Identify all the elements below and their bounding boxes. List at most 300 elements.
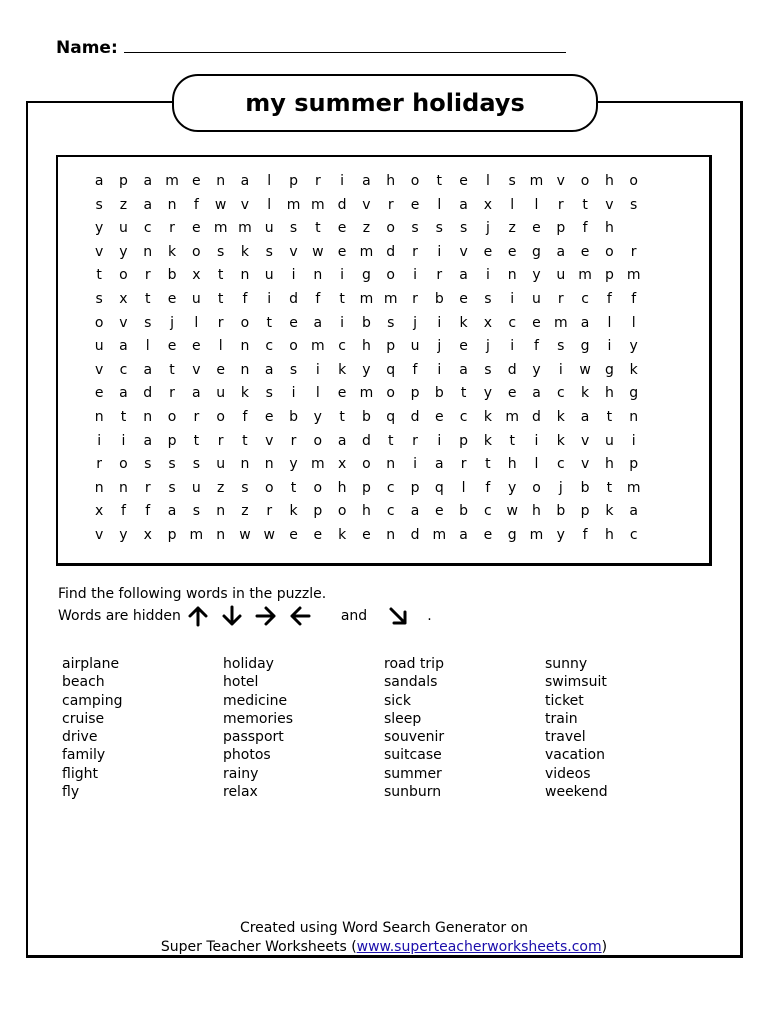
puzzle-letter: t <box>436 173 443 189</box>
puzzle-letter: s <box>435 220 443 237</box>
puzzle-letter: l <box>461 479 466 496</box>
puzzle-letter: s <box>630 196 638 213</box>
puzzle-letter: t <box>120 408 127 425</box>
puzzle-letter: c <box>119 361 128 378</box>
puzzle-letter: j <box>558 479 563 496</box>
puzzle-letter: u <box>264 220 274 237</box>
puzzle-letter: d <box>361 432 371 449</box>
puzzle-letter <box>670 194 694 218</box>
puzzle-letter: a <box>143 432 153 449</box>
puzzle-letter <box>670 359 694 383</box>
puzzle-letter: e <box>459 290 468 307</box>
puzzle-letter: e <box>507 385 517 402</box>
instruction-hidden-text: Words are hidden <box>58 608 181 624</box>
puzzle-letter: o <box>532 479 541 496</box>
puzzle-letter: s <box>484 361 492 378</box>
word-list-column-4 <box>545 655 608 801</box>
puzzle-letter: n <box>94 408 104 425</box>
puzzle-letter: i <box>510 338 515 355</box>
puzzle-letter: f <box>534 338 539 355</box>
puzzle-letter: e <box>532 314 541 331</box>
puzzle-letter: t <box>290 479 297 496</box>
word-list-column-2 <box>223 655 293 801</box>
puzzle-letter: e <box>362 526 371 543</box>
puzzle-letter: e <box>337 243 347 260</box>
puzzle-letter: k <box>338 526 347 543</box>
puzzle-letter: o <box>313 479 323 496</box>
puzzle-letter: p <box>410 385 420 402</box>
puzzle-letter: a <box>435 456 444 473</box>
name-blank-line[interactable] <box>124 38 566 53</box>
puzzle-letter: k <box>556 432 565 449</box>
puzzle-letter: a <box>459 526 468 543</box>
word-list-item: airplane <box>62 656 120 672</box>
puzzle-letter: x <box>192 267 201 284</box>
puzzle-letter <box>646 170 670 194</box>
puzzle-letter: n <box>386 456 396 473</box>
word-list-item: camping <box>62 692 123 709</box>
puzzle-letter: h <box>604 220 614 237</box>
puzzle-letter: t <box>169 361 175 378</box>
puzzle-letter: k <box>629 361 638 378</box>
puzzle-letter: y <box>119 243 128 260</box>
word-list-item: fly <box>62 784 80 801</box>
word-list-item: sandals <box>384 674 438 691</box>
puzzle-letter: a <box>459 361 468 378</box>
puzzle-letter: e <box>507 243 517 260</box>
puzzle-letter: e <box>192 338 201 355</box>
puzzle-letter: i <box>340 314 345 331</box>
puzzle-letter: m <box>626 479 641 496</box>
puzzle-letter: s <box>557 338 565 355</box>
puzzle-letter: s <box>241 479 249 496</box>
puzzle-letter: i <box>340 173 345 189</box>
puzzle-letter: x <box>483 196 493 213</box>
puzzle-letter: y <box>313 408 322 425</box>
puzzle-letter: o <box>313 432 323 449</box>
puzzle-letter: l <box>194 314 199 331</box>
word-list-item: ticket <box>545 692 584 709</box>
puzzle-letter: y <box>483 385 493 402</box>
puzzle-letter: e <box>434 408 444 425</box>
puzzle-letter: r <box>266 503 273 520</box>
puzzle-letter: k <box>581 385 590 402</box>
puzzle-grid <box>87 170 694 548</box>
down-right-arrow-icon <box>387 605 409 627</box>
puzzle-letter: m <box>626 267 641 284</box>
puzzle-letter: h <box>604 456 614 473</box>
puzzle-letter: a <box>192 385 201 402</box>
puzzle-letter: m <box>529 526 544 543</box>
puzzle-letter: v <box>240 196 250 213</box>
puzzle-letter: n <box>264 456 274 473</box>
puzzle-letter: a <box>143 196 153 213</box>
puzzle-letter: g <box>580 338 590 355</box>
word-list-item: medicine <box>223 692 288 709</box>
puzzle-letter: r <box>436 267 443 284</box>
word-list-column-3 <box>384 655 444 801</box>
puzzle-letter: f <box>412 361 418 378</box>
puzzle-letter: l <box>510 196 515 213</box>
puzzle-letter: h <box>532 503 541 520</box>
puzzle-letter: m <box>189 526 204 543</box>
puzzle-letter: o <box>580 173 590 189</box>
puzzle-letter: v <box>580 432 590 449</box>
puzzle-letter: t <box>582 196 588 213</box>
puzzle-letter: e <box>483 526 493 543</box>
puzzle-letter: z <box>241 503 249 520</box>
puzzle-letter: o <box>119 456 128 473</box>
puzzle-letter: s <box>192 456 200 473</box>
puzzle-letter: i <box>291 267 296 284</box>
puzzle-letter: c <box>556 456 565 473</box>
puzzle-letter: n <box>94 479 104 496</box>
puzzle-letter: o <box>289 338 298 355</box>
puzzle-letter: i <box>437 243 442 260</box>
puzzle-letter: a <box>119 338 128 355</box>
puzzle-letter: d <box>337 196 347 213</box>
puzzle-letter: u <box>556 267 566 284</box>
word-list-item: sleep <box>384 710 422 727</box>
puzzle-letter: f <box>193 196 199 213</box>
puzzle-letter: u <box>191 290 201 307</box>
puzzle-letter: k <box>483 408 492 425</box>
puzzle-letter: o <box>192 243 201 260</box>
puzzle-letter: i <box>340 267 345 284</box>
puzzle-letter: i <box>534 432 539 449</box>
puzzle-letter: u <box>532 290 541 307</box>
word-list-item: memories <box>223 710 294 727</box>
puzzle-letter: u <box>216 385 226 402</box>
puzzle-letter: s <box>192 503 200 520</box>
puzzle-letter: e <box>216 361 225 378</box>
puzzle-letter: n <box>386 526 396 543</box>
puzzle-letter: z <box>362 220 371 237</box>
puzzle-letter: r <box>193 408 200 425</box>
puzzle-letter: r <box>217 432 224 449</box>
puzzle-letter: y <box>508 479 517 496</box>
puzzle-letter: v <box>556 173 565 189</box>
puzzle-letter: o <box>119 267 128 284</box>
puzzle-letter: i <box>267 290 272 307</box>
puzzle-letter: v <box>362 196 371 213</box>
puzzle-letter: h <box>361 338 371 355</box>
puzzle-letter: e <box>580 243 590 260</box>
puzzle-letter <box>646 359 670 383</box>
puzzle-letter: o <box>386 385 395 402</box>
puzzle-letter <box>670 288 694 312</box>
puzzle-letter: g <box>604 361 614 378</box>
puzzle-letter: u <box>94 338 104 355</box>
puzzle-letter: i <box>437 314 442 331</box>
puzzle-letter: m <box>286 196 301 213</box>
puzzle-letter: q <box>386 361 396 378</box>
puzzle-letter: d <box>532 408 541 425</box>
worksheet-title <box>172 74 598 132</box>
puzzle-letter: n <box>216 526 226 543</box>
puzzle-letter: b <box>580 479 590 496</box>
puzzle-letter: u <box>119 220 128 237</box>
puzzle-letter <box>646 288 670 312</box>
word-list-item: weekend <box>545 784 608 801</box>
word-list-item: train <box>545 710 578 727</box>
puzzle-letter: i <box>97 432 102 449</box>
puzzle-letter: i <box>485 267 490 284</box>
puzzle-letter: e <box>94 385 104 402</box>
puzzle-letter: j <box>485 338 490 355</box>
puzzle-letter: e <box>337 385 347 402</box>
puzzle-letter: b <box>361 314 371 331</box>
puzzle-letter: t <box>315 220 321 237</box>
puzzle-letter <box>622 217 646 241</box>
name-field-row <box>56 38 566 58</box>
word-list-item: swimsuit <box>545 674 607 691</box>
puzzle-letter: a <box>459 267 468 284</box>
puzzle-letter: m <box>578 267 592 284</box>
puzzle-letter: y <box>556 526 565 543</box>
puzzle-letter: r <box>144 267 151 284</box>
puzzle-letter: p <box>167 526 177 543</box>
puzzle-letter: t <box>460 385 467 402</box>
puzzle-letter: t <box>144 290 151 307</box>
puzzle-letter: m <box>359 243 374 260</box>
puzzle-letter: t <box>217 290 224 307</box>
puzzle-letter: j <box>170 314 174 331</box>
puzzle-letter: e <box>434 503 444 520</box>
puzzle-letter: o <box>264 479 274 496</box>
puzzle-letter: a <box>337 432 347 449</box>
puzzle-letter: g <box>507 526 517 543</box>
puzzle-letter: m <box>505 408 520 425</box>
puzzle-letter: m <box>359 385 374 402</box>
puzzle-letter: y <box>95 220 104 237</box>
puzzle-letter: i <box>607 338 612 355</box>
puzzle-letter: n <box>240 267 250 284</box>
puzzle-letter: t <box>387 432 394 449</box>
puzzle-letter: b <box>361 408 371 425</box>
puzzle-letter: w <box>312 243 324 260</box>
puzzle-letter: a <box>167 503 177 520</box>
puzzle-letter <box>670 477 694 501</box>
puzzle-letter: v <box>289 243 298 260</box>
puzzle-letter: r <box>387 196 394 213</box>
puzzle-letter: j <box>437 338 442 355</box>
puzzle-letter: o <box>386 220 395 237</box>
puzzle-letter: o <box>167 408 177 425</box>
word-list-item: suitcase <box>384 747 442 764</box>
puzzle-letter: w <box>579 361 591 378</box>
puzzle-letter: r <box>290 432 297 449</box>
puzzle-letter: m <box>311 196 325 213</box>
puzzle-letter: r <box>412 243 418 260</box>
puzzle-letter: f <box>631 290 637 307</box>
puzzle-letter: f <box>242 290 248 307</box>
puzzle-letter: i <box>510 290 515 307</box>
word-list-item: passport <box>223 729 284 746</box>
puzzle-letter: z <box>119 196 128 213</box>
puzzle-letter: i <box>413 267 417 284</box>
up-arrow-icon <box>187 605 209 627</box>
puzzle-letter: o <box>337 503 347 520</box>
puzzle-letter: j <box>413 314 417 331</box>
puzzle-letter: s <box>216 243 225 260</box>
puzzle-letter: r <box>557 290 564 307</box>
puzzle-letter: r <box>314 173 321 189</box>
puzzle-letter <box>670 406 694 430</box>
puzzle-letter: v <box>459 243 468 260</box>
puzzle-letter: p <box>580 503 590 520</box>
puzzle-letter: c <box>265 338 274 355</box>
puzzle-letter: h <box>604 385 614 402</box>
puzzle-letter: h <box>507 456 517 473</box>
puzzle-letter: b <box>556 503 566 520</box>
puzzle-letter: a <box>240 173 250 189</box>
puzzle-letter: a <box>459 196 468 213</box>
puzzle-letter: a <box>580 314 590 331</box>
puzzle-letter: n <box>240 456 250 473</box>
puzzle-letter: o <box>94 314 104 331</box>
puzzle-letter: e <box>410 196 420 213</box>
word-list-item: beach <box>62 674 105 691</box>
puzzle-letter: a <box>313 314 323 331</box>
puzzle-letter: x <box>119 290 128 307</box>
puzzle-letter: f <box>485 479 491 496</box>
footer-prefix: Super Teacher Worksheets ( <box>160 939 357 955</box>
puzzle-letter: s <box>265 243 273 260</box>
footer-link[interactable]: www.superteacherworksheets.com <box>356 939 602 955</box>
puzzle-letter: t <box>606 479 613 496</box>
footer-credit-line: Created using Word Search Generator on <box>239 920 529 936</box>
puzzle-letter: l <box>607 314 612 331</box>
footer-suffix: ) <box>601 939 608 955</box>
puzzle-letter: a <box>119 385 128 402</box>
puzzle-letter: h <box>337 479 347 496</box>
puzzle-letter: v <box>119 314 128 331</box>
puzzle-letter: w <box>214 196 227 213</box>
puzzle-letter: p <box>167 432 177 449</box>
puzzle-letter: o <box>216 408 225 425</box>
puzzle-letter: y <box>289 456 298 473</box>
puzzle-letter: k <box>338 361 347 378</box>
puzzle-letter: s <box>508 173 516 189</box>
puzzle-letter: l <box>218 338 223 355</box>
puzzle-letter: m <box>432 526 447 543</box>
puzzle-letter: s <box>289 361 298 378</box>
puzzle-letter: a <box>580 408 590 425</box>
down-arrow-icon <box>221 605 243 627</box>
puzzle-letter: e <box>192 173 201 189</box>
puzzle-letter: i <box>121 432 126 449</box>
puzzle-letter: s <box>144 314 152 331</box>
puzzle-letter <box>670 500 694 524</box>
puzzle-letter: u <box>216 456 226 473</box>
puzzle-letter: k <box>240 385 249 402</box>
puzzle-letter: l <box>485 173 490 189</box>
puzzle-letter: r <box>460 456 467 473</box>
puzzle-letter: i <box>315 361 320 378</box>
puzzle-letter: m <box>553 314 568 331</box>
puzzle-letter <box>670 430 694 454</box>
puzzle-letter: l <box>631 314 636 331</box>
word-list-item: flight <box>62 765 98 782</box>
puzzle-letter: x <box>95 503 104 520</box>
puzzle-letter: s <box>484 290 492 307</box>
puzzle-letter: f <box>582 220 588 237</box>
puzzle-letter: q <box>434 479 444 496</box>
puzzle-letter: m <box>311 456 325 473</box>
puzzle-letter: e <box>167 338 177 355</box>
puzzle-letter: t <box>96 267 102 284</box>
puzzle-letter: r <box>144 479 151 496</box>
puzzle-letter <box>646 477 670 501</box>
puzzle-letter: d <box>386 243 396 260</box>
puzzle-letter <box>670 312 694 336</box>
puzzle-letter: p <box>289 173 298 189</box>
puzzle-letter <box>670 217 694 241</box>
puzzle-letter: k <box>289 503 298 520</box>
puzzle-letter: i <box>437 361 442 378</box>
puzzle-letter: i <box>558 361 563 378</box>
puzzle-letter: s <box>265 385 273 402</box>
puzzle-letter: n <box>119 479 128 496</box>
puzzle-letter: e <box>337 220 347 237</box>
puzzle-letter: b <box>167 267 177 284</box>
puzzle-letter: k <box>240 243 249 260</box>
puzzle-letter: v <box>95 526 104 543</box>
word-list-item: holiday <box>223 656 274 672</box>
puzzle-letter: c <box>338 338 346 355</box>
puzzle-letter: s <box>144 456 152 473</box>
puzzle-letter: e <box>289 314 298 331</box>
name-label: Name: <box>56 38 118 58</box>
puzzle-letter: e <box>313 526 323 543</box>
puzzle-letter: c <box>556 385 565 402</box>
title-text: my summer holidays <box>245 89 525 117</box>
word-list-item: hotel <box>223 674 259 691</box>
puzzle-letter: k <box>483 432 492 449</box>
puzzle-letter: e <box>192 220 201 237</box>
puzzle-letter: m <box>359 290 374 307</box>
puzzle-letter <box>646 335 670 359</box>
puzzle-letter: v <box>605 196 614 213</box>
puzzle-letter: t <box>193 432 200 449</box>
puzzle-letter: s <box>95 196 103 213</box>
puzzle-letter: s <box>411 220 419 237</box>
puzzle-letter: f <box>145 503 151 520</box>
puzzle-letter: h <box>386 173 396 189</box>
puzzle-letter: f <box>120 503 126 520</box>
word-list-item: photos <box>223 747 271 764</box>
puzzle-letter: e <box>264 408 274 425</box>
puzzle-letter: s <box>387 314 395 331</box>
puzzle-letter <box>670 170 694 194</box>
puzzle-letter <box>646 430 670 454</box>
puzzle-letter: c <box>508 314 517 331</box>
puzzle-letter: p <box>459 432 469 449</box>
puzzle-letter: l <box>315 385 320 402</box>
puzzle-letter: m <box>383 290 398 307</box>
puzzle-letter: i <box>437 432 442 449</box>
puzzle-letter: p <box>629 456 639 473</box>
puzzle-letter: a <box>532 385 541 402</box>
word-list-column-1 <box>62 655 122 801</box>
puzzle-letter: n <box>629 408 639 425</box>
puzzle-letter: w <box>506 503 518 520</box>
puzzle-letter: p <box>604 267 614 284</box>
puzzle-letter: u <box>191 479 201 496</box>
puzzle-letter <box>670 524 694 548</box>
puzzle-letter: n <box>143 243 153 260</box>
